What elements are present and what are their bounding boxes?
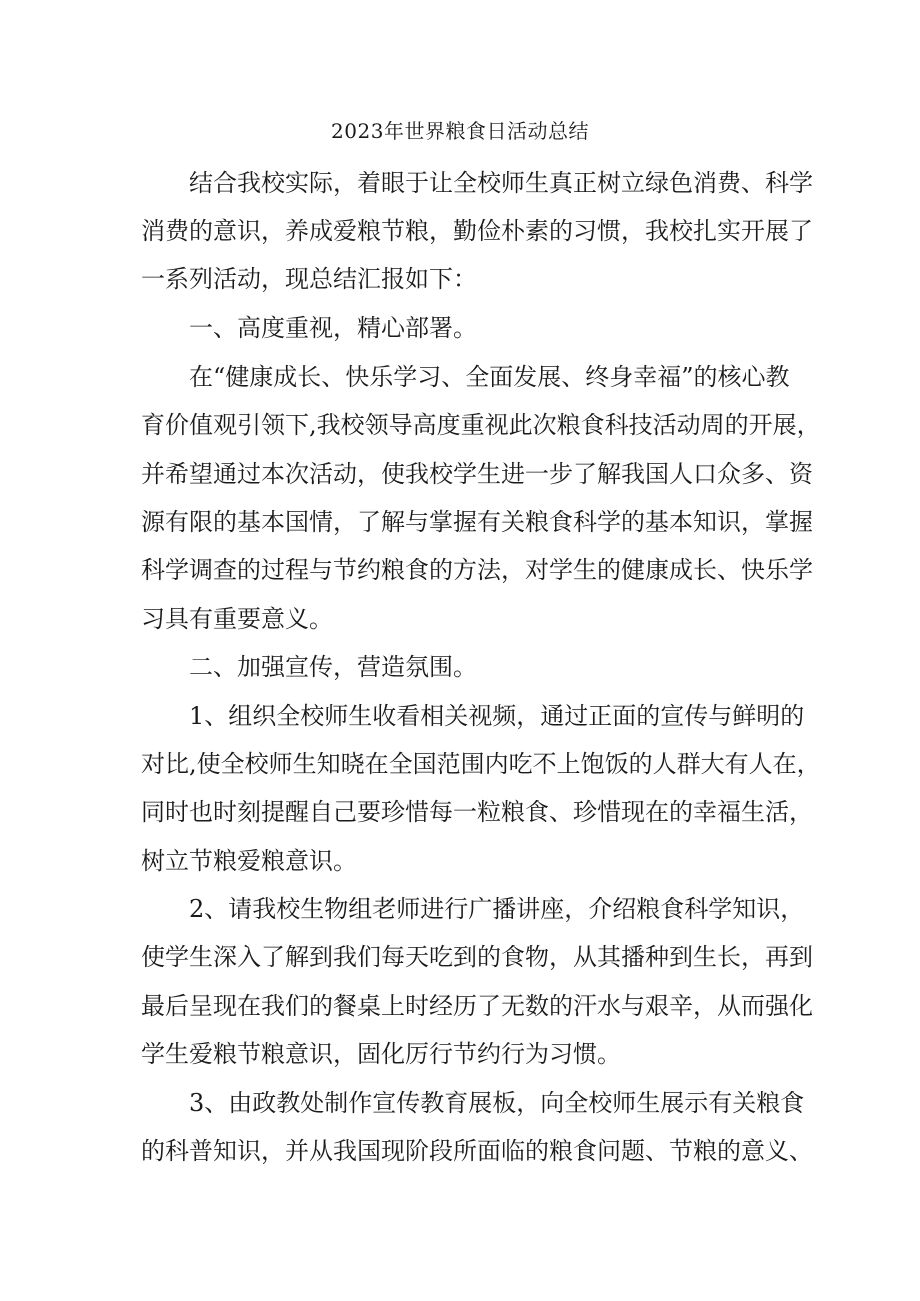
paragraph-line: 科学调查的过程与节约粮食的方法，对学生的健康成长、快乐学 [141, 556, 813, 584]
paragraph-line: 学生爱粮节粮意识，固化厉行节约行为习惯。 [141, 1040, 621, 1068]
paragraph-line: 育价值观引领下,我校领导高度重视此次粮食科技活动周的开展， [141, 411, 821, 439]
paragraph-line: 一系列活动，现总结汇报如下： [141, 265, 477, 293]
paragraph-line: 3、由政教处制作宣传教育展板，向全校师生展示有关粮食 [189, 1089, 805, 1117]
paragraph-line: 同时也时刻提醒自己要珍惜每一粒粮食、珍惜现在的幸福生活， [141, 798, 813, 826]
paragraph-line: 1、组织全校师生收看相关视频，通过正面的宣传与鲜明的 [189, 702, 805, 730]
document-title: 2023年世界粮食日活动总结 [331, 119, 589, 143]
paragraph-line: 2、请我校生物组老师进行广播讲座，介绍粮食科学知识， [189, 895, 805, 923]
paragraph-line: 对比,使全校师生知晓在全国范围内吃不上饱饭的人群大有人在， [141, 750, 821, 778]
paragraph-line: 结合我校实际，着眼于让全校师生真正树立绿色消费、科学 [189, 169, 813, 197]
paragraph-line: 在“健康成长、快乐学习、全面发展、终身幸福”的核心教 [189, 363, 790, 391]
paragraph-line: 源有限的基本国情，了解与掌握有关粮食科学的基本知识，掌握 [141, 508, 813, 536]
paragraph-line: 使学生深入了解到我们每天吃到的食物，从其播种到生长，再到 [141, 943, 813, 971]
paragraph-line: 最后呈现在我们的餐桌上时经历了无数的汗水与艰辛，从而强化 [141, 992, 813, 1020]
paragraph-line: 的科普知识，并从我国现阶段所面临的粮食问题、节粮的意义、 [141, 1137, 813, 1165]
section-heading: 一、高度重视，精心部署。 [189, 314, 477, 342]
paragraph-line: 树立节粮爱粮意识。 [141, 847, 357, 875]
paragraph-line: 习具有重要意义。 [141, 605, 333, 633]
section-heading: 二、加强宣传，营造氛围。 [189, 653, 477, 681]
paragraph-line: 并希望通过本次活动，使我校学生进一步了解我国人口众多、资 [141, 460, 813, 488]
paragraph-line: 消费的意识，养成爱粮节粮，勤俭朴素的习惯，我校扎实开展了 [141, 217, 813, 245]
